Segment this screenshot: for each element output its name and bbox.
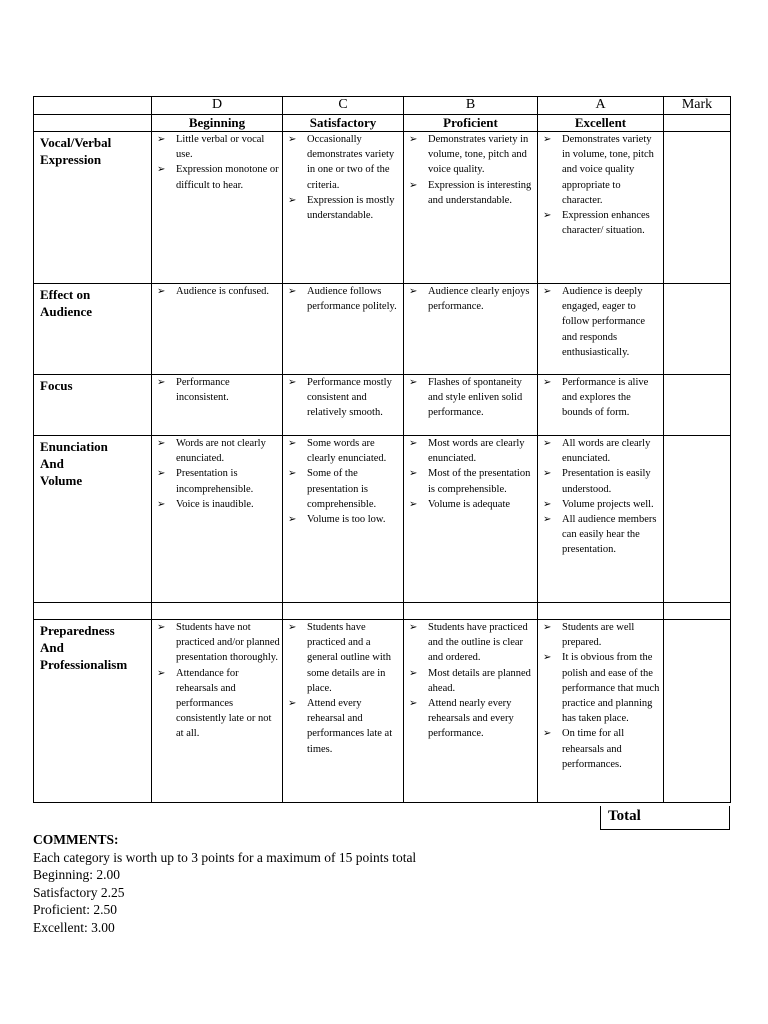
criteria-item bbox=[409, 620, 535, 666]
level-beginning: Beginning bbox=[152, 115, 283, 132]
criteria-text: Most words are clearly enunciated. bbox=[428, 438, 525, 465]
criteria-text: All audience members can easily hear the presentation. bbox=[562, 514, 657, 556]
criteria-item bbox=[543, 436, 661, 466]
criteria-list bbox=[538, 284, 663, 360]
criteria-item bbox=[409, 178, 535, 208]
criteria-text: Performance inconsistent. bbox=[176, 377, 230, 404]
arrow-bullet-icon: ➢ bbox=[288, 194, 297, 206]
criteria-cell bbox=[283, 436, 404, 603]
grade-c: C bbox=[283, 97, 404, 115]
level-satisfactory: Satisfactory bbox=[283, 115, 404, 132]
criteria-text: Voice is inaudible. bbox=[176, 498, 254, 510]
criteria-list bbox=[538, 436, 663, 558]
total-box bbox=[600, 806, 730, 830]
criteria-text: Most of the presentation is comprehensible. bbox=[428, 468, 531, 495]
criteria-list bbox=[538, 375, 663, 421]
arrow-bullet-icon: ➢ bbox=[288, 377, 297, 388]
category-label-line: And bbox=[40, 640, 64, 655]
row-effect-on-audience bbox=[34, 284, 731, 375]
criteria-cell bbox=[152, 375, 283, 436]
criteria-text: Words are not clearly enunciated. bbox=[176, 438, 266, 465]
arrow-bullet-icon: ➢ bbox=[157, 286, 166, 297]
criteria-item bbox=[288, 512, 401, 527]
criteria-text: Volume is too low. bbox=[307, 514, 386, 526]
arrow-bullet-icon: ➢ bbox=[409, 438, 418, 449]
criteria-text: Audience follows performance politely. bbox=[307, 286, 397, 313]
criteria-text: Students have practiced and the outline is clear and ordered. bbox=[428, 622, 528, 664]
criteria-item bbox=[157, 620, 280, 666]
criteria-text: Occasionally demonstrates variety in one or two of the criteria. bbox=[307, 134, 395, 191]
level-proficient: Proficient bbox=[404, 115, 538, 132]
criteria-cell bbox=[538, 436, 664, 603]
level-excellent: Excellent bbox=[538, 115, 664, 132]
comments-line: Beginning: 2.00 bbox=[33, 867, 120, 883]
criteria-text: Attendance for rehearsals and performances consistently late or not at all. bbox=[176, 667, 272, 740]
mark-header: Mark bbox=[664, 97, 731, 115]
corner-cell-2 bbox=[34, 115, 152, 132]
arrow-bullet-icon: ➢ bbox=[157, 667, 166, 679]
category-label bbox=[34, 436, 152, 603]
spacer-cell bbox=[538, 603, 664, 620]
criteria-item bbox=[409, 666, 535, 696]
criteria-list bbox=[283, 436, 403, 527]
criteria-list bbox=[404, 620, 537, 742]
row-enunciation-volume bbox=[34, 436, 731, 603]
arrow-bullet-icon: ➢ bbox=[157, 498, 166, 510]
criteria-cell bbox=[283, 132, 404, 284]
criteria-item bbox=[288, 620, 401, 696]
arrow-bullet-icon: ➢ bbox=[288, 514, 297, 526]
category-label-line: Enunciation bbox=[40, 439, 108, 454]
arrow-bullet-icon: ➢ bbox=[157, 164, 166, 176]
criteria-item bbox=[543, 497, 661, 512]
arrow-bullet-icon: ➢ bbox=[409, 286, 418, 297]
mark-cell[interactable] bbox=[664, 436, 731, 603]
criteria-item bbox=[543, 512, 661, 558]
category-label-line: Preparedness bbox=[40, 623, 115, 638]
arrow-bullet-icon: ➢ bbox=[543, 286, 552, 297]
comments-line: Each category is worth up to 3 points for a maximum of 15 points total bbox=[33, 849, 417, 865]
criteria-cell bbox=[152, 132, 283, 284]
criteria-item bbox=[288, 436, 401, 466]
criteria-text: Presentation is incomprehensible. bbox=[176, 468, 254, 495]
criteria-item bbox=[288, 132, 401, 193]
level-header-row bbox=[34, 115, 731, 132]
criteria-list bbox=[404, 132, 537, 208]
criteria-item bbox=[409, 497, 535, 512]
criteria-text: Volume projects well. bbox=[562, 498, 654, 510]
criteria-cell bbox=[404, 132, 538, 284]
criteria-cell bbox=[404, 436, 538, 603]
criteria-item bbox=[157, 666, 280, 742]
criteria-text: Little verbal or vocal use. bbox=[176, 134, 265, 161]
criteria-text: Students are well prepared. bbox=[562, 622, 635, 649]
criteria-cell bbox=[152, 284, 283, 375]
arrow-bullet-icon: ➢ bbox=[409, 377, 418, 388]
comments-line: Proficient: 2.50 bbox=[33, 902, 117, 918]
criteria-text: Audience is deeply engaged, eager to follow performance and responds enthusiastically. bbox=[562, 286, 646, 358]
category-label-line: Professionalism bbox=[40, 657, 128, 672]
arrow-bullet-icon: ➢ bbox=[409, 667, 418, 679]
arrow-bullet-icon: ➢ bbox=[543, 134, 552, 145]
arrow-bullet-icon: ➢ bbox=[288, 134, 297, 145]
criteria-item bbox=[543, 208, 661, 238]
category-label-line: Volume bbox=[40, 473, 83, 488]
criteria-list bbox=[152, 436, 282, 512]
arrow-bullet-icon: ➢ bbox=[543, 498, 552, 510]
category-label bbox=[34, 620, 152, 803]
criteria-cell bbox=[283, 620, 404, 803]
arrow-bullet-icon: ➢ bbox=[543, 652, 552, 664]
criteria-list bbox=[152, 284, 282, 299]
criteria-item bbox=[157, 436, 280, 466]
criteria-item bbox=[157, 162, 280, 192]
row-focus bbox=[34, 375, 731, 436]
criteria-text: Expression enhances character/ situation. bbox=[562, 210, 650, 237]
criteria-item bbox=[157, 132, 280, 162]
arrow-bullet-icon: ➢ bbox=[288, 698, 297, 710]
arrow-bullet-icon: ➢ bbox=[288, 468, 297, 480]
criteria-text: All words are clearly enunciated. bbox=[562, 438, 651, 465]
criteria-item bbox=[288, 696, 401, 757]
category-label-line: Expression bbox=[40, 152, 102, 167]
category-label-line: Focus bbox=[40, 378, 73, 393]
criteria-cell bbox=[404, 620, 538, 803]
criteria-item bbox=[543, 375, 661, 421]
criteria-cell bbox=[538, 620, 664, 803]
criteria-list bbox=[152, 132, 282, 193]
criteria-text: Some of the presentation is comprehensible. bbox=[307, 468, 377, 510]
criteria-item bbox=[543, 284, 661, 360]
arrow-bullet-icon: ➢ bbox=[409, 179, 418, 191]
criteria-item bbox=[409, 696, 535, 742]
criteria-text: Performance is alive and explores the bounds of form. bbox=[562, 377, 649, 419]
criteria-item bbox=[288, 193, 401, 223]
arrow-bullet-icon: ➢ bbox=[543, 468, 552, 480]
total-label: Total bbox=[608, 808, 641, 824]
criteria-text: It is obvious from the polish and ease of the performance that much practice and planning has taken place. bbox=[562, 652, 660, 725]
row-preparedness bbox=[34, 620, 731, 803]
criteria-item bbox=[543, 726, 661, 772]
comments-line: Excellent: 3.00 bbox=[33, 919, 115, 935]
arrow-bullet-icon: ➢ bbox=[543, 622, 552, 633]
criteria-list bbox=[538, 132, 663, 238]
category-label bbox=[34, 375, 152, 436]
row-vocal-verbal bbox=[34, 132, 731, 284]
arrow-bullet-icon: ➢ bbox=[543, 438, 552, 449]
criteria-cell bbox=[538, 284, 664, 375]
criteria-list bbox=[404, 375, 537, 421]
criteria-cell bbox=[538, 375, 664, 436]
arrow-bullet-icon: ➢ bbox=[288, 286, 297, 297]
grade-d: D bbox=[152, 97, 283, 115]
criteria-list bbox=[152, 620, 282, 742]
spacer-cell bbox=[152, 603, 283, 620]
arrow-bullet-icon: ➢ bbox=[543, 377, 552, 388]
criteria-list bbox=[404, 284, 537, 314]
spacer-cell bbox=[283, 603, 404, 620]
category-label bbox=[34, 284, 152, 375]
arrow-bullet-icon: ➢ bbox=[288, 622, 297, 633]
criteria-cell bbox=[538, 132, 664, 284]
arrow-bullet-icon: ➢ bbox=[157, 438, 166, 449]
mark-cell[interactable] bbox=[664, 132, 731, 284]
arrow-bullet-icon: ➢ bbox=[288, 438, 297, 449]
rubric-table bbox=[33, 96, 731, 803]
spacer-cell bbox=[34, 603, 152, 620]
criteria-item bbox=[157, 375, 280, 405]
mark-cell[interactable] bbox=[664, 620, 731, 803]
arrow-bullet-icon: ➢ bbox=[543, 514, 552, 526]
criteria-text: Attend every rehearsal and performances late at times. bbox=[307, 698, 393, 755]
arrow-bullet-icon: ➢ bbox=[409, 622, 418, 633]
arrow-bullet-icon: ➢ bbox=[157, 622, 166, 633]
criteria-item bbox=[409, 284, 535, 314]
spacer-cell bbox=[404, 603, 538, 620]
category-label bbox=[34, 132, 152, 284]
criteria-item bbox=[409, 375, 535, 421]
criteria-text: Expression is interesting and understandable. bbox=[428, 179, 532, 206]
arrow-bullet-icon: ➢ bbox=[157, 134, 166, 145]
criteria-text: Students have not practiced and/or planned presentation thoroughly. bbox=[176, 622, 280, 664]
criteria-item bbox=[543, 620, 661, 650]
criteria-list bbox=[283, 132, 403, 223]
criteria-text: Demonstrates variety in volume, tone, pitch and voice quality. bbox=[428, 134, 529, 176]
arrow-bullet-icon: ➢ bbox=[409, 468, 418, 480]
category-label-line: Effect on bbox=[40, 287, 91, 302]
arrow-bullet-icon: ➢ bbox=[157, 468, 166, 480]
criteria-item bbox=[288, 466, 401, 512]
grade-header-row bbox=[34, 97, 731, 115]
criteria-item bbox=[409, 466, 535, 496]
criteria-list bbox=[538, 620, 663, 772]
criteria-item bbox=[288, 284, 401, 314]
mark-cell[interactable] bbox=[664, 284, 731, 375]
criteria-item bbox=[288, 375, 401, 421]
criteria-item bbox=[543, 650, 661, 726]
arrow-bullet-icon: ➢ bbox=[409, 134, 418, 145]
criteria-cell bbox=[404, 284, 538, 375]
criteria-text: On time for all rehearsals and performances. bbox=[562, 728, 625, 770]
criteria-text: Students have practiced and a general outline with some details are in place. bbox=[307, 622, 391, 694]
category-label-line: Vocal/Verbal bbox=[40, 135, 112, 150]
criteria-text: Expression monotone or difficult to hear. bbox=[176, 164, 279, 191]
arrow-bullet-icon: ➢ bbox=[543, 210, 552, 222]
spacer-row bbox=[34, 603, 731, 620]
criteria-text: Demonstrates variety in volume, tone, pitch and voice quality appropriate to character. bbox=[562, 134, 654, 206]
criteria-text: Flashes of spontaneity and style enliven solid performance. bbox=[428, 377, 523, 419]
criteria-cell bbox=[283, 375, 404, 436]
criteria-text: Audience is confused. bbox=[176, 286, 270, 297]
criteria-list bbox=[283, 284, 403, 314]
criteria-cell bbox=[283, 284, 404, 375]
comments-title: COMMENTS: bbox=[33, 832, 119, 847]
criteria-cell bbox=[152, 436, 283, 603]
category-label-line: And bbox=[40, 456, 64, 471]
corner-cell bbox=[34, 97, 152, 115]
criteria-text: Volume is adequate bbox=[428, 498, 511, 510]
criteria-text: Expression is mostly understandable. bbox=[307, 194, 395, 222]
criteria-item bbox=[157, 497, 280, 512]
criteria-text: Some words are clearly enunciated. bbox=[307, 438, 387, 465]
comments-section bbox=[33, 831, 416, 937]
arrow-bullet-icon: ➢ bbox=[409, 698, 418, 710]
criteria-cell bbox=[152, 620, 283, 803]
criteria-item bbox=[543, 132, 661, 208]
criteria-item bbox=[409, 436, 535, 466]
criteria-item bbox=[157, 284, 280, 299]
criteria-list bbox=[404, 436, 537, 512]
criteria-text: Audience clearly enjoys performance. bbox=[428, 286, 530, 313]
criteria-text: Most details are planned ahead. bbox=[428, 667, 531, 694]
criteria-text: Attend nearly every rehearsals and every performance. bbox=[428, 698, 514, 740]
criteria-item bbox=[409, 132, 535, 178]
arrow-bullet-icon: ➢ bbox=[543, 728, 552, 740]
comments-line: Satisfactory 2.25 bbox=[33, 884, 125, 900]
criteria-text: Presentation is easily understood. bbox=[562, 468, 651, 495]
spacer-cell bbox=[664, 603, 731, 620]
criteria-cell bbox=[404, 375, 538, 436]
mark-header-blank bbox=[664, 115, 731, 132]
arrow-bullet-icon: ➢ bbox=[409, 498, 418, 510]
grade-a: A bbox=[538, 97, 664, 115]
criteria-item bbox=[157, 466, 280, 496]
criteria-list bbox=[283, 375, 403, 421]
grade-b: B bbox=[404, 97, 538, 115]
criteria-item bbox=[543, 466, 661, 496]
category-label-line: Audience bbox=[40, 304, 92, 319]
mark-cell[interactable] bbox=[664, 375, 731, 436]
criteria-text: Performance mostly consistent and relatively smooth. bbox=[307, 377, 392, 419]
criteria-list bbox=[283, 620, 403, 757]
arrow-bullet-icon: ➢ bbox=[157, 377, 166, 388]
criteria-list bbox=[152, 375, 282, 405]
